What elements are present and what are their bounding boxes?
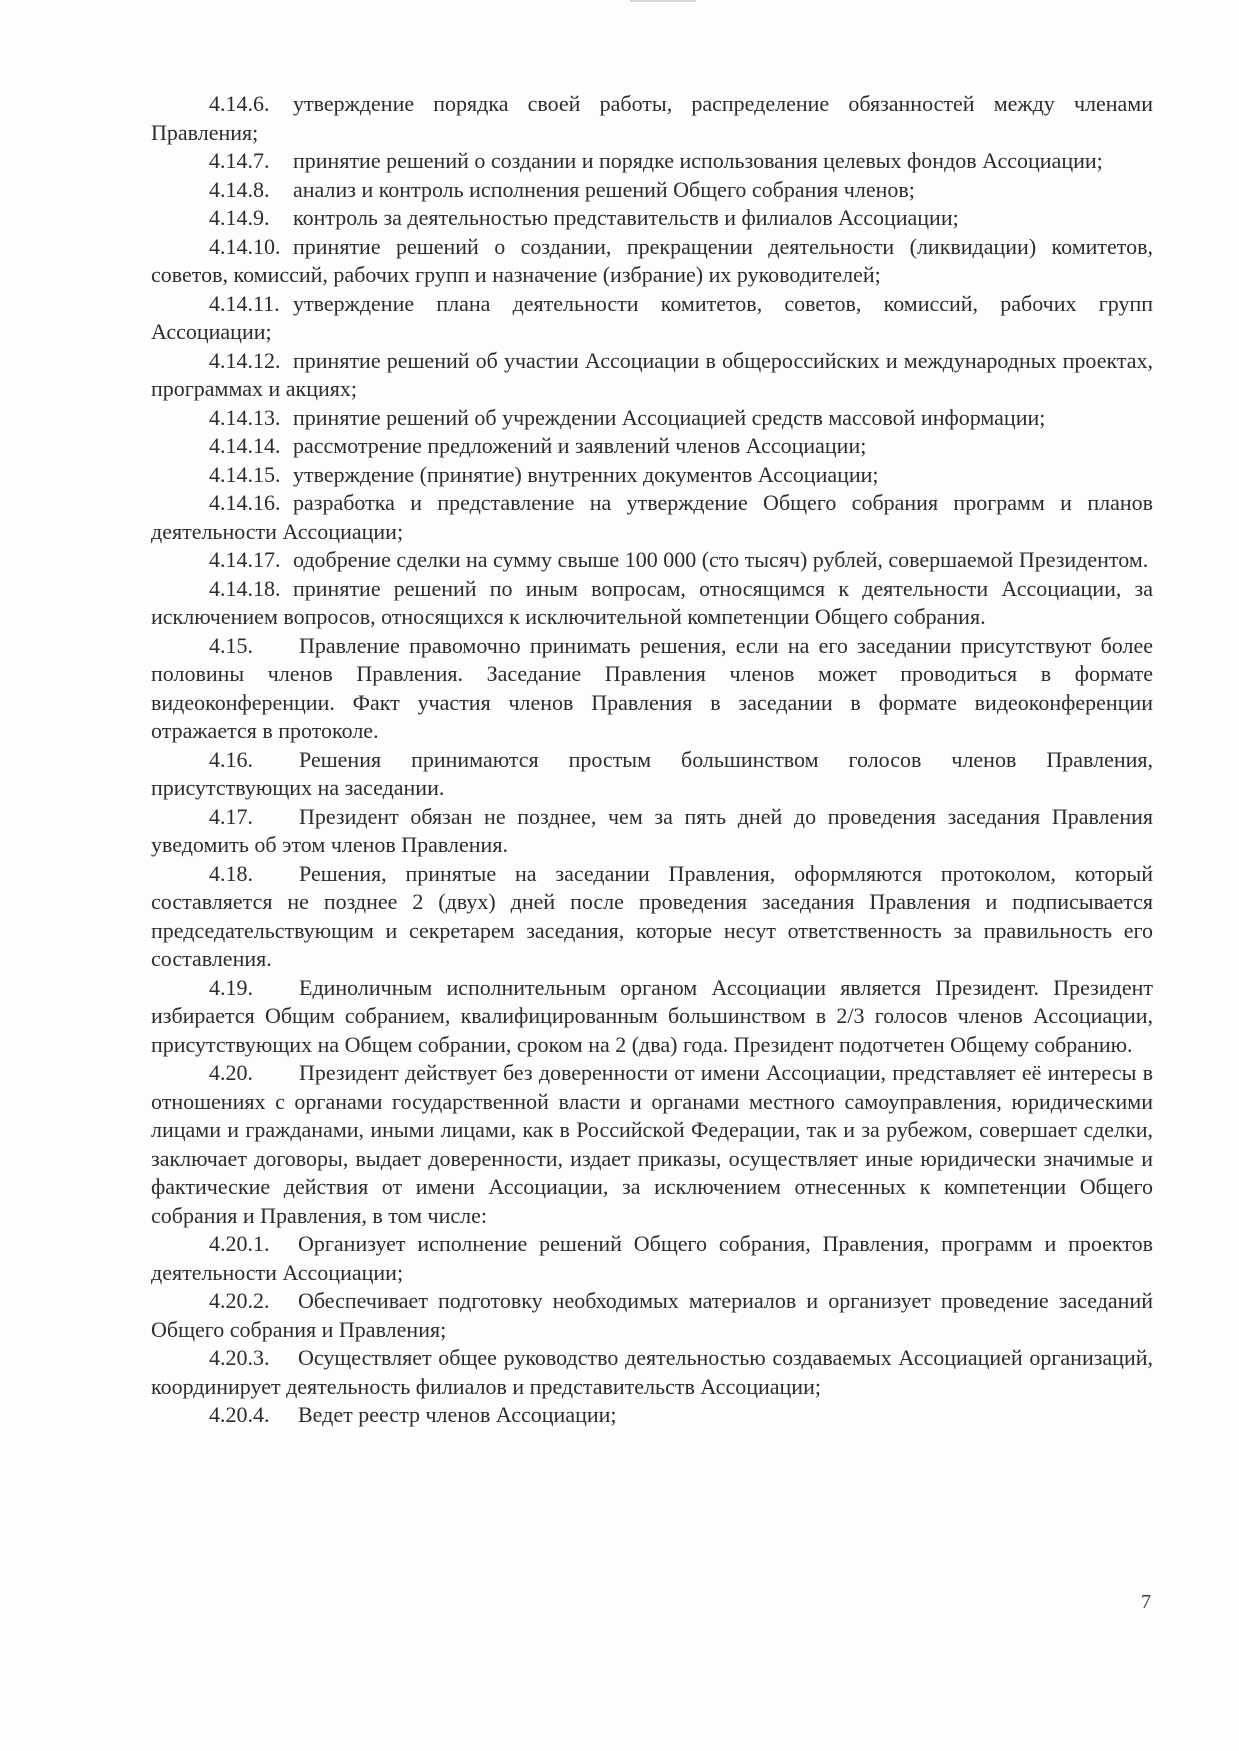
clause-text: контроль за деятельностью представительств и филиалов Ассоциации; [293, 205, 959, 230]
clause-4-14-8 [151, 176, 1153, 205]
clause-4-20-4 [151, 1401, 1153, 1430]
clause-number: 4.14.14. [209, 433, 281, 458]
clause-text: принятие решений о создании и порядке использования целевых фондов Ассоциации; [293, 148, 1103, 173]
clause-text: утверждение (принятие) внутренних документов Ассоциации; [293, 461, 879, 487]
clause-text: Решения, принятые на заседании Правления, оформляются протоколом, который составляется не позднее 2 (двух) дней после проведения заседания Правления и подписывается председательствующим и секретарем заседания, которые несут ответственность за правильность его составления. [151, 860, 1153, 971]
clause-number: 4.14.10. [209, 233, 281, 259]
clause-number: 4.14.8. [209, 176, 270, 202]
clause-number: 4.14.16. [209, 490, 281, 515]
clause-4-20-3 [151, 1344, 1153, 1401]
clause-text: принятие решений об участии Ассоциации в общероссийских и международных проектах, программах и акциях; [151, 347, 1153, 401]
clause-text: утверждение порядка своей работы, распределение обязанностей между членами Правления; [151, 91, 1153, 145]
clause-number: 4.15. [209, 632, 253, 658]
clause-text: Президент обязан не позднее, чем за пять дней до проведения заседания Правления уведомить об этом членов Правления. [151, 803, 1153, 857]
clause-number: 4.20.3. [209, 1345, 270, 1370]
clause-text: Решения принимаются простым большинством голосов членов Правления, присутствующих на заседании. [151, 746, 1153, 800]
clause-number: 4.14.17. [209, 547, 281, 572]
clause-text: Ведет реестр членов Ассоциации; [298, 1402, 617, 1427]
clause-4-14-14 [151, 432, 1153, 461]
clause-number: 4.14.6. [209, 91, 270, 116]
clause-4-14-18 [151, 575, 1153, 632]
clause-text: рассмотрение предложений и заявлений членов Ассоциации; [293, 433, 867, 458]
clause-text: принятие решений по иным вопросам, относящимся к деятельности Ассоциации, за исключением вопросов, относящихся к исключительной компетенции Общего собрания. [151, 575, 1153, 629]
document-body [151, 90, 1153, 1430]
clause-number: 4.14.15. [209, 461, 281, 487]
clause-text: разработка и представление на утверждение Общего собрания программ и планов деятельности Ассоциации; [151, 490, 1153, 544]
clause-number: 4.17. [209, 803, 253, 829]
clause-4-18 [151, 860, 1153, 974]
scan-edge-mark [630, 0, 696, 2]
clause-number: 4.14.9. [209, 205, 270, 230]
clause-4-14-7 [151, 147, 1153, 176]
clause-text: Обеспечивает подготовку необходимых материалов и организует проведение заседаний Общего собрания и Правления; [151, 1288, 1153, 1342]
clause-4-14-12 [151, 347, 1153, 404]
clause-number: 4.14.12. [209, 347, 281, 373]
clause-number: 4.14.18. [209, 575, 281, 601]
clause-text: принятие решений о создании, прекращении деятельности (ликвидации) комитетов, советов, комиссий, рабочих групп и назначение (избрание) их руководителей; [151, 233, 1153, 287]
clause-4-14-9 [151, 204, 1153, 233]
clause-4-14-11 [151, 290, 1153, 347]
clause-text: Организует исполнение решений Общего собрания, Правления, программ и проектов деятельности Ассоциации; [151, 1231, 1153, 1285]
clause-4-20 [151, 1059, 1153, 1230]
clause-4-15 [151, 632, 1153, 746]
clause-text: Правление правомочно принимать решения, если на его заседании присутствуют более половины членов Правления. Заседание Правления членов может проводиться в формате видеоконференции. Факт участия членов Правления в заседании в формате видеоконференции отражается в протоколе. [151, 632, 1153, 743]
clause-number: 4.20.1. [209, 1231, 270, 1256]
clause-number: 4.20.4. [209, 1402, 270, 1427]
clause-number: 4.20. [209, 1060, 253, 1085]
clause-number: 4.18. [209, 860, 253, 886]
clause-4-14-6 [151, 90, 1153, 147]
clause-text: принятие решений об учреждении Ассоциацией средств массовой информации; [293, 404, 1046, 430]
clause-4-14-17 [151, 546, 1153, 575]
clause-number: 4.19. [209, 974, 253, 1000]
clause-4-20-1 [151, 1230, 1153, 1287]
clause-4-14-16 [151, 489, 1153, 546]
clause-text: анализ и контроль исполнения решений Общего собрания членов; [293, 176, 915, 202]
page-number: 7 [1141, 1591, 1151, 1613]
clause-4-20-2 [151, 1287, 1153, 1344]
clause-number: 4.14.7. [209, 148, 270, 173]
clause-4-14-15 [151, 461, 1153, 490]
clause-4-16 [151, 746, 1153, 803]
clause-4-14-13 [151, 404, 1153, 433]
clause-number: 4.20.2. [209, 1288, 270, 1313]
clause-4-14-10 [151, 233, 1153, 290]
clause-number: 4.14.11. [209, 290, 280, 316]
clause-text: Осуществляет общее руководство деятельностью создаваемых Ассоциацией организаций, координирует деятельность филиалов и представительств Ассоциации; [151, 1345, 1153, 1399]
clause-4-19 [151, 974, 1153, 1060]
clause-number: 4.14.13. [209, 404, 281, 430]
clause-4-17 [151, 803, 1153, 860]
clause-text: Единоличным исполнительным органом Ассоциации является Президент. Президент избирается Общим собранием, квалифицированным большинством в 2/3 голосов членов Ассоциации, присутствующих на Общем собрании, сроком на 2 (два) года. Президент подотчетен Общему собранию. [151, 974, 1153, 1057]
clause-text: Президент действует без доверенности от имени Ассоциации, представляет её интересы в отношениях с органами государственной власти и органами местного самоуправления, юридическими лицами и гражданами, иными лицами, как в Российской Федерации, так и за рубежом, совершает сделки, заключает договоры, выдает доверенности, издает приказы, осуществляет иные юридически значимые и фактические действия от имени Ассоциации, за исключением отнесенных к компетенции Общего собрания и Правления, в том числе: [151, 1060, 1153, 1228]
clause-text: утверждение плана деятельности комитетов, советов, комиссий, рабочих групп Ассоциации; [151, 290, 1153, 344]
clause-number: 4.16. [209, 746, 253, 772]
clause-text: одобрение сделки на сумму свыше 100 000 (сто тысяч) рублей, совершаемой Президентом. [293, 547, 1149, 572]
